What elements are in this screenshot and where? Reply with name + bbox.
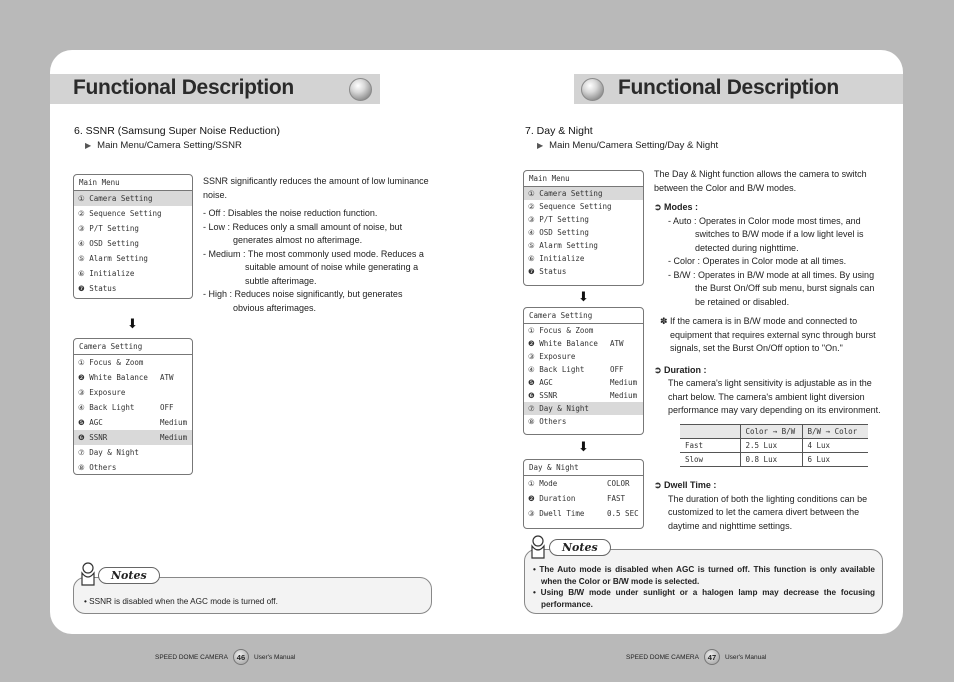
menu-item: ② Sequence Setting xyxy=(528,202,612,211)
table-cell: 2.5 Lux xyxy=(740,439,802,453)
menu-item-label: ❻ SSNR xyxy=(78,433,108,442)
menu-item-value: Medium xyxy=(610,378,638,387)
menu-item-value: OFF xyxy=(610,365,624,374)
menu-item-label: ❷ Duration xyxy=(528,494,576,503)
menu-item-label: ⑧ Others xyxy=(78,463,117,472)
menu-path-text: Main Menu/Camera Setting/Day & Night xyxy=(549,140,719,151)
table-cell: 0.8 Lux xyxy=(740,453,802,467)
menu-item: ① Camera Setting xyxy=(74,191,192,206)
menu-title: Main Menu xyxy=(74,175,192,191)
note-item: • SSNR is disabled when the AGC mode is turned off. xyxy=(84,597,278,606)
footer-product: SPEED DOME CAMERA xyxy=(155,653,228,661)
footer-product: SPEED DOME CAMERA xyxy=(626,653,699,661)
paragraph: The camera's light sensitivity is adjustable as in the chart below. The camera's ambient light diversion performance may vary depending on its environment. xyxy=(668,378,881,415)
menu-item-value: 0.5 SEC xyxy=(607,509,639,518)
osd-day-night-menu xyxy=(523,459,644,529)
menu-item: ⑥ Initialize xyxy=(528,254,585,263)
day-night-description xyxy=(654,168,884,418)
menu-item-value: Medium xyxy=(160,418,188,427)
menu-item-label: ❷ White Balance xyxy=(78,373,148,382)
circle-arrow-icon: ➲ xyxy=(654,364,665,375)
menu-item: ❼ Status xyxy=(78,284,117,293)
osd-main-menu xyxy=(73,174,193,299)
menu-item: ⑤ Alarm Setting xyxy=(528,241,598,250)
osd-camera-setting-menu xyxy=(73,338,193,475)
menu-item-label: ⑦ Day & Night xyxy=(528,404,589,413)
table-cell xyxy=(680,425,740,439)
menu-item-value: ATW xyxy=(610,339,624,348)
heading-text: Duration : xyxy=(664,364,707,375)
menu-item xyxy=(524,491,643,506)
menu-item-label: ❻ SSNR xyxy=(528,391,558,400)
ssnr-description xyxy=(203,175,435,315)
notes-figure-icon xyxy=(78,561,98,587)
paragraph: - Low : Reduces only a small amount of noise, but generates almost no afterimage. xyxy=(203,221,403,245)
arrow-down-icon: ⬇ xyxy=(127,316,138,331)
menu-title: Main Menu xyxy=(524,171,643,187)
table-cell: 6 Lux xyxy=(802,453,868,467)
menu-item xyxy=(524,350,643,363)
footer-left xyxy=(155,649,295,665)
notes-label: Notes xyxy=(549,539,611,556)
table-row xyxy=(680,439,868,453)
table-cell: Color → B/W xyxy=(740,425,802,439)
osd-main-menu xyxy=(523,170,644,286)
menu-item xyxy=(524,324,643,337)
menu-item-label: ❺ AGC xyxy=(528,378,553,387)
paragraph: - Auto : Operates in Color mode most times, and switches to B/W mode if a low light level is detected during nighttime. xyxy=(668,215,864,253)
table-row xyxy=(680,453,868,467)
menu-item-value: Medium xyxy=(610,391,638,400)
notes-label: Notes xyxy=(98,567,160,584)
menu-item-value: COLOR xyxy=(607,479,630,488)
menu-path xyxy=(537,140,718,151)
triangle-right-icon: ▶ xyxy=(85,141,92,150)
menu-item-label: ❷ White Balance xyxy=(528,339,598,348)
menu-item xyxy=(524,337,643,350)
page-number: 46 xyxy=(233,649,249,665)
triangle-right-icon: ▶ xyxy=(537,141,544,150)
heading-text: Modes : xyxy=(664,202,699,212)
menu-item: ② Sequence Setting xyxy=(78,209,162,218)
menu-item xyxy=(74,385,192,400)
page-title-right: Functional Description xyxy=(618,76,839,99)
menu-title: Camera Setting xyxy=(74,339,192,355)
menu-item xyxy=(524,476,643,491)
menu-item-label: ⑦ Day & Night xyxy=(78,448,139,457)
note-item: • Using B/W mode under sunlight or a halogen lamp may decrease the focusing performance. xyxy=(533,588,875,609)
paragraph: The Day & Night function allows the camera to switch between the Color and B/W modes. xyxy=(654,169,867,193)
note-item: • The Auto mode is disabled when AGC is turned off. This function is only available when the Color or B/W mode is selected. xyxy=(533,565,875,586)
menu-item: ③ P/T Setting xyxy=(78,224,139,233)
section-title: 6. SSNR (Samsung Super Noise Reduction) xyxy=(74,125,281,137)
table-cell: 4 Lux xyxy=(802,439,868,453)
menu-item-label: ⑧ Others xyxy=(528,417,567,426)
menu-item-value: Medium xyxy=(160,433,188,442)
page-title-left: Functional Description xyxy=(73,76,294,99)
orb-icon xyxy=(349,78,372,101)
dwell-time-description xyxy=(654,479,884,533)
menu-item xyxy=(74,430,192,445)
menu-item: ⑤ Alarm Setting xyxy=(78,254,148,263)
paragraph: - Color : Operates in Color mode at all times. xyxy=(668,256,847,266)
menu-title: Day & Night xyxy=(524,460,643,476)
footer-manual: User's Manual xyxy=(253,653,296,661)
menu-item-label: ③ Exposure xyxy=(78,388,126,397)
duration-heading xyxy=(654,364,884,378)
menu-item xyxy=(74,370,192,385)
arrow-down-icon: ⬇ xyxy=(578,289,589,304)
menu-item-value: FAST xyxy=(607,494,626,503)
menu-item xyxy=(524,506,643,521)
menu-title: Camera Setting xyxy=(524,308,643,324)
footer-right xyxy=(626,649,766,665)
paragraph: - B/W : Operates in B/W mode at all times. By using the Burst On/Off sub menu, burst signals can be retained or disabled. xyxy=(668,269,875,307)
menu-item: ❼ Status xyxy=(528,267,567,276)
table-cell: Slow xyxy=(680,453,740,467)
circle-arrow-icon: ➲ xyxy=(654,480,665,490)
table-row xyxy=(680,425,868,439)
menu-item-label: ❺ AGC xyxy=(78,418,103,427)
menu-item xyxy=(74,415,192,430)
menu-item-label: ① Mode xyxy=(528,479,558,488)
menu-item xyxy=(524,389,643,402)
paragraph: - Medium : The most commonly used mode. Reduces a suitable amount of noise while generating a subtle afterimage. xyxy=(203,248,424,286)
menu-item xyxy=(524,363,643,376)
dwell-heading xyxy=(654,479,884,493)
menu-item xyxy=(524,415,643,428)
menu-item-label: ① Focus & Zoom xyxy=(78,358,144,367)
notes-figure-icon xyxy=(528,534,548,560)
section-title: 7. Day & Night xyxy=(525,125,593,137)
paragraph: SSNR significantly reduces the amount of low luminance noise. xyxy=(203,176,429,200)
modes-heading xyxy=(654,201,884,215)
menu-item-value: OFF xyxy=(160,403,174,412)
menu-item xyxy=(74,355,192,370)
footer-manual: User's Manual xyxy=(724,653,767,661)
menu-item: ④ OSD Setting xyxy=(528,228,589,237)
menu-path xyxy=(85,140,242,151)
menu-item-label: ④ Back Light xyxy=(528,365,585,374)
menu-item xyxy=(74,460,192,475)
menu-item xyxy=(524,376,643,389)
arrow-down-icon: ⬇ xyxy=(578,439,589,454)
menu-item-label: ③ Exposure xyxy=(528,352,576,361)
menu-item xyxy=(74,445,192,460)
menu-path-text: Main Menu/Camera Setting/SSNR xyxy=(97,140,242,151)
orb-icon xyxy=(581,78,604,101)
paragraph: The duration of both the lighting conditions can be customized to let the camera divert between the daytime and nighttime settings. xyxy=(668,493,868,531)
paragraph: ✽ If the camera is in B/W mode and connected to equipment that requires external sync through burst signals, set the Burst On/Off option to "On." xyxy=(660,316,876,353)
table-cell: Fast xyxy=(680,439,740,453)
paragraph: - High : Reduces noise significantly, but generates obvious afterimages. xyxy=(203,289,403,313)
menu-item-label: ③ Dwell Time xyxy=(528,509,585,518)
menu-item-value: ATW xyxy=(160,373,174,382)
heading-text: Dwell Time : xyxy=(664,480,717,490)
page-number: 47 xyxy=(704,649,720,665)
circle-arrow-icon: ➲ xyxy=(654,202,665,212)
lux-table xyxy=(680,424,868,467)
menu-item: ④ OSD Setting xyxy=(78,239,139,248)
menu-item xyxy=(524,402,643,415)
menu-item xyxy=(74,400,192,415)
menu-item: ① Camera Setting xyxy=(524,187,643,200)
osd-camera-setting-menu xyxy=(523,307,644,435)
menu-item-label: ① Focus & Zoom xyxy=(528,326,594,335)
table-cell: B/W → Color xyxy=(802,425,868,439)
menu-item-label: ④ Back Light xyxy=(78,403,135,412)
menu-item: ③ P/T Setting xyxy=(528,215,589,224)
paragraph: - Off : Disables the noise reduction function. xyxy=(203,208,378,218)
menu-item: ⑥ Initialize xyxy=(78,269,135,278)
